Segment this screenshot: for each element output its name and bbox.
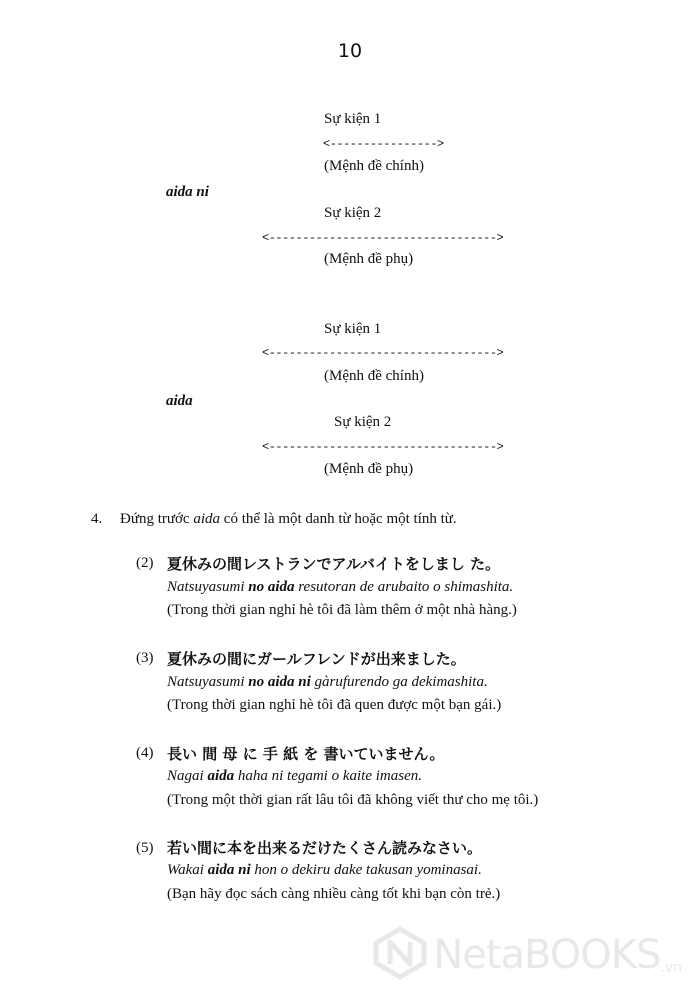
romaji-bold: aida ni bbox=[207, 862, 251, 878]
diagram2-event1: Sự kiện 1 bbox=[324, 321, 382, 337]
diagram2-arrow2: <----------------------------------> bbox=[262, 440, 504, 454]
note-keyword: aida bbox=[193, 511, 221, 527]
diagram1-label: aida ni bbox=[166, 184, 209, 200]
note-text bbox=[120, 511, 457, 528]
example-translation: (Bạn hãy đọc sách càng nhiều càng tốt khi bạn còn trẻ.) bbox=[167, 886, 501, 902]
example-romaji bbox=[167, 768, 422, 785]
example-romaji bbox=[167, 674, 488, 691]
example-romaji bbox=[167, 862, 482, 879]
example-translation: (Trong thời gian nghỉ hè tôi đã quen được một bạn gái.) bbox=[167, 697, 502, 713]
example-translation: (Trong thời gian nghỉ hè tôi đã làm thêm ở một nhà hàng.) bbox=[167, 602, 517, 618]
romaji-post: hon o dekiru dake takusan yominasai. bbox=[250, 862, 482, 878]
romaji-bold: no aida ni bbox=[248, 674, 311, 690]
romaji-post: haha ni tegami o kaite imasen. bbox=[234, 768, 422, 784]
watermark-suffix: .vn bbox=[660, 960, 682, 976]
note-number: 4. bbox=[91, 511, 103, 527]
romaji-post: resutoran de arubaito o shimashita. bbox=[294, 579, 514, 595]
diagram2-label: aida bbox=[166, 393, 193, 409]
diagram1-event2: Sự kiện 2 bbox=[324, 205, 382, 221]
note-text-before: Đứng trước bbox=[120, 511, 194, 527]
example-number: (2) bbox=[136, 555, 154, 571]
watermark bbox=[373, 926, 682, 984]
romaji-pre: Nagai bbox=[167, 768, 208, 784]
diagram1-arrow2: <----------------------------------> bbox=[262, 231, 504, 245]
example-japanese: 若い間に本を出来るだけたくさん読みなさい。 bbox=[167, 839, 483, 857]
example-japanese: 夏休みの間レストランでアルバイトをしまし た。 bbox=[167, 555, 501, 573]
diagram1-arrow1: <----------------> bbox=[323, 137, 444, 151]
note-text-after: có thể là một danh từ hoặc một tính từ. bbox=[220, 511, 457, 527]
diagram2-event2: Sự kiện 2 bbox=[334, 414, 392, 430]
example-japanese: 長い 間 母 に 手 紙 を 書いていません。 bbox=[167, 745, 445, 763]
diagram2-arrow1: <----------------------------------> bbox=[262, 346, 504, 360]
page-number: 10 bbox=[337, 40, 363, 62]
neta-logo-icon bbox=[373, 926, 427, 984]
example-romaji bbox=[167, 579, 513, 596]
diagram1-clause2: (Mệnh đề phụ) bbox=[324, 251, 414, 267]
diagram1-event1: Sự kiện 1 bbox=[324, 111, 382, 127]
example-japanese: 夏休みの間にガールフレンドが出来ました。 bbox=[167, 650, 466, 668]
romaji-pre: Wakai bbox=[167, 862, 208, 878]
romaji-bold: no aida bbox=[248, 579, 295, 595]
diagram2-clause2: (Mệnh đề phụ) bbox=[324, 461, 414, 477]
example-translation: (Trong một thời gian rất lâu tôi đã không viết thư cho mẹ tôi.) bbox=[167, 792, 539, 808]
diagram1-clause1: (Mệnh đề chính) bbox=[324, 158, 424, 174]
romaji-pre: Natsuyasumi bbox=[167, 674, 249, 690]
romaji-bold: aida bbox=[207, 768, 235, 784]
romaji-pre: Natsuyasumi bbox=[167, 579, 249, 595]
example-number: (4) bbox=[136, 745, 154, 761]
example-number: (3) bbox=[136, 650, 154, 666]
example-number: (5) bbox=[136, 840, 154, 856]
watermark-text: NetaBOOKS bbox=[433, 932, 661, 978]
romaji-post: gàrufurendo ga dekimashita. bbox=[310, 674, 488, 690]
diagram2-clause1: (Mệnh đề chính) bbox=[324, 368, 424, 384]
